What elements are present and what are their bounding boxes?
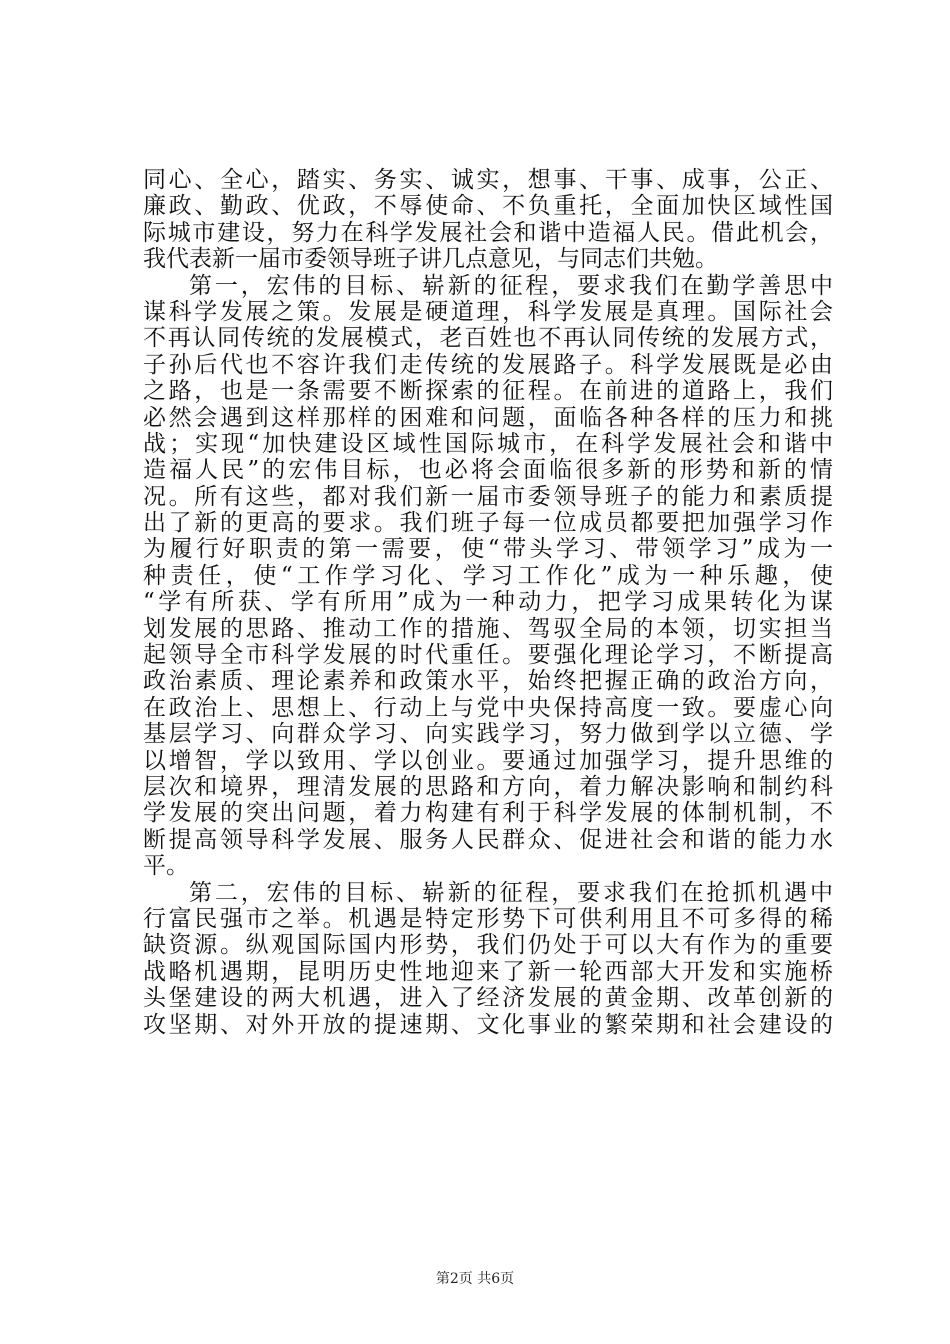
text-line: 平。 bbox=[143, 853, 189, 880]
text-line: 际城市建设，努力在科学发展社会和谐中造福人民。借此机会， bbox=[143, 219, 833, 246]
text-line: 战略机遇期，昆明历史性地迎来了新一轮西部大开发和实施桥 bbox=[143, 958, 833, 985]
text-line: 划发展的思路、推动工作的措施、驾驭全局的本领，切实担当 bbox=[143, 615, 833, 642]
text-line: 我代表新一届市委领导班子讲几点意见，与同志们共勉。 bbox=[143, 246, 718, 273]
text-line: 出了新的更高的要求。我们班子每一位成员都要把加强学习作 bbox=[143, 510, 833, 537]
text-line: 头堡建设的两大机遇，进入了经济发展的黄金期、改革创新的 bbox=[143, 985, 833, 1012]
text-line: 行富民强市之举。机遇是特定形势下可供利用且不可多得的稀 bbox=[143, 905, 833, 932]
text-line: “学有所获、学有所用”成为一种动力，把学习成果转化为谋 bbox=[143, 589, 833, 616]
text-line: 层次和境界，理清发展的思路和方向，着力解决影响和制约科 bbox=[143, 773, 833, 800]
text-line: 基层学习、向群众学习、向实践学习，努力做到学以立德、学 bbox=[143, 721, 833, 748]
text-line: 同心、全心，踏实、务实、诚实，想事、干事、成事，公正、 bbox=[143, 167, 833, 193]
text-line: 在政治上、思想上、行动上与党中央保持高度一致。要虚心向 bbox=[143, 694, 833, 721]
text-line: 学发展的突出问题，着力构建有利于科学发展的体制机制，不 bbox=[143, 800, 833, 827]
text-line: 第一，宏伟的目标、崭新的征程，要求我们在勤学善思中 bbox=[189, 272, 833, 299]
text-line: 必然会遇到这样那样的困难和问题，面临各种各样的压力和挑 bbox=[143, 404, 833, 431]
text-line: 廉政、勤政、优政，不辱使命、不负重托，全面加快区域性国 bbox=[143, 193, 833, 220]
text-line: 种责任，使“工作学习化、学习工作化”成为一种乐趣，使 bbox=[143, 562, 833, 589]
page-footer: 第2页 共6页 bbox=[435, 1271, 515, 1287]
text-line: 不再认同传统的发展模式，老百姓也不再认同传统的发展方式， bbox=[143, 325, 833, 352]
text-line: 断提高领导科学发展、服务人民群众、促进社会和谐的能力水 bbox=[143, 826, 833, 853]
text-line: 以增智，学以致用、学以创业。要通过加强学习，提升思维的 bbox=[143, 747, 833, 774]
text-line: 谋科学发展之策。发展是硬道理，科学发展是真理。国际社会 bbox=[143, 298, 833, 325]
text-line: 为履行好职责的第一需要，使“带头学习、带领学习”成为一 bbox=[143, 536, 833, 563]
document-body bbox=[143, 167, 833, 1038]
text-line: 子孙后代也不容许我们走传统的发展路子。科学发展既是必由 bbox=[143, 351, 833, 378]
text-line: 战；实现“加快建设区域性国际城市，在科学发展社会和谐中 bbox=[143, 430, 833, 457]
text-line: 政治素质、理论素养和政策水平，始终把握正确的政治方向， bbox=[143, 668, 833, 695]
text-line: 缺资源。纵观国际国内形势，我们仍处于可以大有作为的重要 bbox=[143, 932, 833, 959]
text-line: 之路，也是一条需要不断探索的征程。在前进的道路上，我们 bbox=[143, 378, 833, 405]
text-line: 造福人民”的宏伟目标，也必将会面临很多新的形势和新的情 bbox=[143, 457, 833, 484]
text-line: 起领导全市科学发展的时代重任。要强化理论学习，不断提高 bbox=[143, 642, 833, 669]
text-line: 攻坚期、对外开放的提速期、文化事业的繁荣期和社会建设的 bbox=[143, 1011, 833, 1038]
text-line: 况。所有这些，都对我们新一届市委领导班子的能力和素质提 bbox=[143, 483, 833, 510]
text-line: 第二，宏伟的目标、崭新的征程，要求我们在抢抓机遇中 bbox=[189, 879, 833, 906]
